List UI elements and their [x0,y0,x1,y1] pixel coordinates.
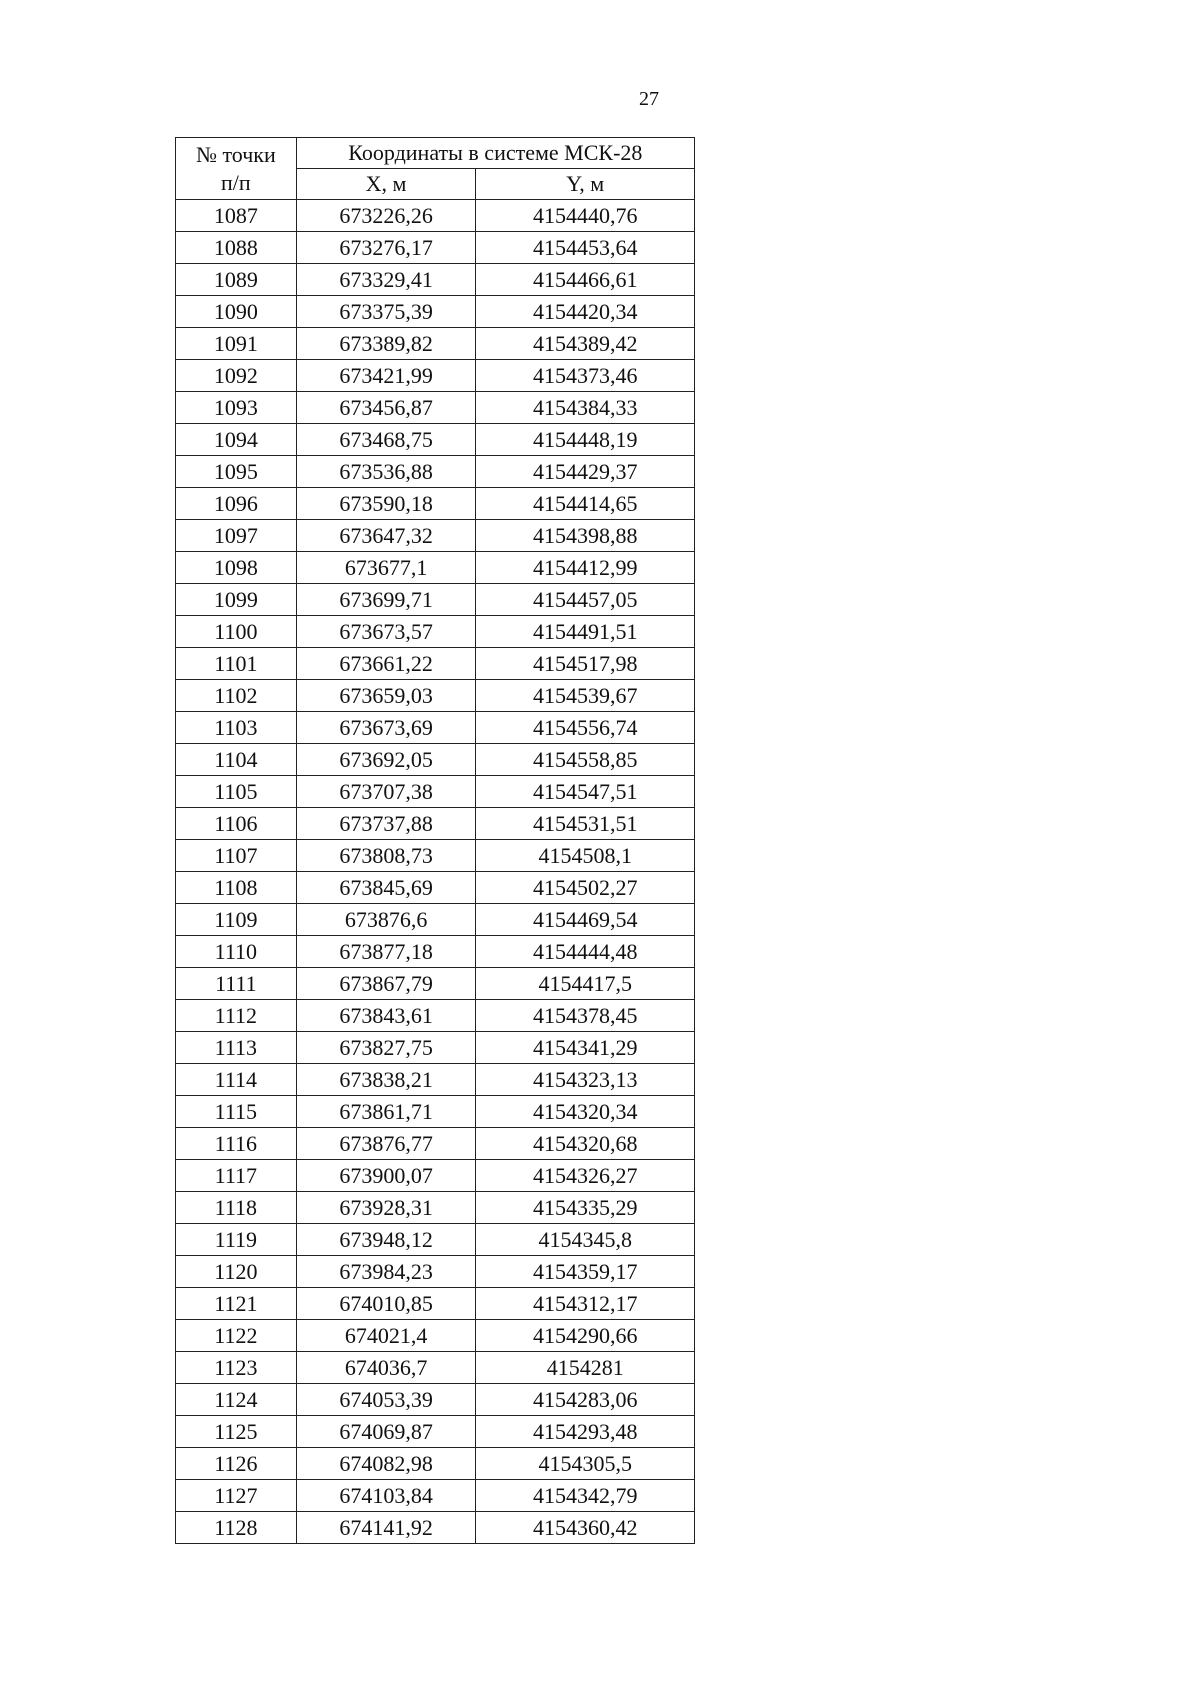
y-coordinate-cell: 4154429,37 [476,456,695,488]
y-coordinate-cell: 4154414,65 [476,488,695,520]
point-number-cell: 1120 [176,1256,297,1288]
table-body [176,200,695,1544]
point-number-cell: 1121 [176,1288,297,1320]
y-coordinate-cell: 4154444,48 [476,936,695,968]
point-number-cell: 1093 [176,392,297,424]
point-number-cell: 1126 [176,1448,297,1480]
x-coordinate-cell: 673984,23 [296,1256,476,1288]
point-number-cell: 1105 [176,776,297,808]
table-row [176,392,695,424]
x-coordinate-cell: 673673,69 [296,712,476,744]
x-coordinate-cell: 674141,92 [296,1512,476,1544]
y-coordinate-cell: 4154293,48 [476,1416,695,1448]
point-number-cell: 1117 [176,1160,297,1192]
x-header: X, м [296,169,476,200]
table-row [176,1160,695,1192]
point-number-cell: 1118 [176,1192,297,1224]
y-coordinate-cell: 4154359,17 [476,1256,695,1288]
y-coordinate-cell: 4154323,13 [476,1064,695,1096]
x-coordinate-cell: 673276,17 [296,232,476,264]
table-row [176,552,695,584]
y-coordinate-cell: 4154335,29 [476,1192,695,1224]
point-number-cell: 1122 [176,1320,297,1352]
point-number-cell: 1104 [176,744,297,776]
y-coordinate-cell: 4154283,06 [476,1384,695,1416]
y-coordinate-cell: 4154398,88 [476,520,695,552]
y-coordinate-cell: 4154547,51 [476,776,695,808]
x-coordinate-cell: 673948,12 [296,1224,476,1256]
y-coordinate-cell: 4154420,34 [476,296,695,328]
x-coordinate-cell: 674036,7 [296,1352,476,1384]
y-coordinate-cell: 4154556,74 [476,712,695,744]
y-coordinate-cell: 4154517,98 [476,648,695,680]
y-coordinate-cell: 4154341,29 [476,1032,695,1064]
x-coordinate-cell: 673876,77 [296,1128,476,1160]
x-coordinate-cell: 673877,18 [296,936,476,968]
coords-group-header: Координаты в системе МСК-28 [296,138,694,169]
x-coordinate-cell: 673226,26 [296,200,476,232]
point-number-cell: 1102 [176,680,297,712]
point-number-cell: 1096 [176,488,297,520]
x-coordinate-cell: 673536,88 [296,456,476,488]
x-coordinate-cell: 673707,38 [296,776,476,808]
x-coordinate-cell: 673468,75 [296,424,476,456]
x-coordinate-cell: 673647,32 [296,520,476,552]
point-number-cell: 1128 [176,1512,297,1544]
table-row [176,1256,695,1288]
point-number-cell: 1095 [176,456,297,488]
y-coordinate-cell: 4154360,42 [476,1512,695,1544]
x-coordinate-cell: 673659,03 [296,680,476,712]
x-coordinate-cell: 673867,79 [296,968,476,1000]
point-number-cell: 1111 [176,968,297,1000]
table-row [176,520,695,552]
table-row [176,936,695,968]
table-row [176,456,695,488]
x-coordinate-cell: 674103,84 [296,1480,476,1512]
y-coordinate-cell: 4154290,66 [476,1320,695,1352]
table-row [176,1224,695,1256]
y-coordinate-cell: 4154384,33 [476,392,695,424]
x-coordinate-cell: 673421,99 [296,360,476,392]
point-number-cell: 1114 [176,1064,297,1096]
point-number-cell: 1109 [176,904,297,936]
x-coordinate-cell: 673456,87 [296,392,476,424]
x-coordinate-cell: 673928,31 [296,1192,476,1224]
y-coordinate-cell: 4154312,17 [476,1288,695,1320]
y-coordinate-cell: 4154281 [476,1352,695,1384]
x-coordinate-cell: 673845,69 [296,872,476,904]
x-coordinate-cell: 673808,73 [296,840,476,872]
table-row [176,680,695,712]
x-coordinate-cell: 673661,22 [296,648,476,680]
table-row [176,424,695,456]
x-coordinate-cell: 673590,18 [296,488,476,520]
y-coordinate-cell: 4154491,51 [476,616,695,648]
table-row [176,264,695,296]
table-row [176,1064,695,1096]
x-coordinate-cell: 674021,4 [296,1320,476,1352]
page-number: 27 [639,88,659,110]
y-coordinate-cell: 4154531,51 [476,808,695,840]
point-number-header [176,138,297,200]
point-number-cell: 1107 [176,840,297,872]
x-coordinate-cell: 674069,87 [296,1416,476,1448]
y-coordinate-cell: 4154320,68 [476,1128,695,1160]
y-coordinate-cell: 4154440,76 [476,200,695,232]
x-coordinate-cell: 673876,6 [296,904,476,936]
y-coordinate-cell: 4154469,54 [476,904,695,936]
point-number-cell: 1100 [176,616,297,648]
y-coordinate-cell: 4154417,5 [476,968,695,1000]
point-number-header-line1: № точки [195,141,276,167]
x-coordinate-cell: 674053,39 [296,1384,476,1416]
point-number-cell: 1099 [176,584,297,616]
y-coordinate-cell: 4154373,46 [476,360,695,392]
table-row [176,328,695,360]
point-number-cell: 1092 [176,360,297,392]
point-number-header-line2: п/п [221,169,251,195]
x-coordinate-cell: 674082,98 [296,1448,476,1480]
x-coordinate-cell: 673900,07 [296,1160,476,1192]
y-coordinate-cell: 4154378,45 [476,1000,695,1032]
point-number-cell: 1103 [176,712,297,744]
table-row [176,712,695,744]
x-coordinate-cell: 673329,41 [296,264,476,296]
x-coordinate-cell: 673827,75 [296,1032,476,1064]
table-row [176,360,695,392]
x-coordinate-cell: 673692,05 [296,744,476,776]
table-row [176,200,695,232]
y-coordinate-cell: 4154453,64 [476,232,695,264]
table-row [176,872,695,904]
y-coordinate-cell: 4154389,42 [476,328,695,360]
point-number-cell: 1098 [176,552,297,584]
table-row [176,1352,695,1384]
table-row [176,808,695,840]
y-coordinate-cell: 4154326,27 [476,1160,695,1192]
table-row [176,296,695,328]
x-coordinate-cell: 673861,71 [296,1096,476,1128]
table-row [176,1096,695,1128]
table-row [176,1416,695,1448]
y-coordinate-cell: 4154457,05 [476,584,695,616]
table-row [176,648,695,680]
point-number-cell: 1115 [176,1096,297,1128]
x-coordinate-cell: 673389,82 [296,328,476,360]
table-row [176,584,695,616]
table-row [176,968,695,1000]
point-number-cell: 1088 [176,232,297,264]
point-number-cell: 1097 [176,520,297,552]
table-row [176,1192,695,1224]
point-number-cell: 1125 [176,1416,297,1448]
table-row [176,776,695,808]
y-coordinate-cell: 4154448,19 [476,424,695,456]
y-coordinate-cell: 4154412,99 [476,552,695,584]
table-header [176,138,695,200]
point-number-cell: 1127 [176,1480,297,1512]
x-coordinate-cell: 673673,57 [296,616,476,648]
table-row [176,1000,695,1032]
x-coordinate-cell: 673838,21 [296,1064,476,1096]
y-coordinate-cell: 4154558,85 [476,744,695,776]
table-row [176,1288,695,1320]
x-coordinate-cell: 674010,85 [296,1288,476,1320]
table-row [176,1448,695,1480]
y-coordinate-cell: 4154539,67 [476,680,695,712]
point-number-cell: 1124 [176,1384,297,1416]
point-number-cell: 1087 [176,200,297,232]
point-number-cell: 1091 [176,328,297,360]
table-row [176,1320,695,1352]
point-number-cell: 1112 [176,1000,297,1032]
y-coordinate-cell: 4154342,79 [476,1480,695,1512]
table-row [176,488,695,520]
point-number-cell: 1106 [176,808,297,840]
table-row [176,616,695,648]
y-coordinate-cell: 4154320,34 [476,1096,695,1128]
y-coordinate-cell: 4154508,1 [476,840,695,872]
point-number-cell: 1090 [176,296,297,328]
coordinates-table [175,137,695,1544]
point-number-cell: 1108 [176,872,297,904]
point-number-cell: 1101 [176,648,297,680]
x-coordinate-cell: 673699,71 [296,584,476,616]
y-coordinate-cell: 4154502,27 [476,872,695,904]
y-coordinate-cell: 4154305,5 [476,1448,695,1480]
table-row [176,232,695,264]
table-row [176,1480,695,1512]
table-row [176,744,695,776]
x-coordinate-cell: 673677,1 [296,552,476,584]
x-coordinate-cell: 673375,39 [296,296,476,328]
table-row [176,904,695,936]
table-row [176,1032,695,1064]
x-coordinate-cell: 673843,61 [296,1000,476,1032]
point-number-cell: 1094 [176,424,297,456]
point-number-cell: 1113 [176,1032,297,1064]
point-number-cell: 1116 [176,1128,297,1160]
table-row [176,1512,695,1544]
point-number-cell: 1110 [176,936,297,968]
point-number-cell: 1119 [176,1224,297,1256]
y-coordinate-cell: 4154466,61 [476,264,695,296]
point-number-cell: 1123 [176,1352,297,1384]
x-coordinate-cell: 673737,88 [296,808,476,840]
point-number-cell: 1089 [176,264,297,296]
table-row [176,1384,695,1416]
table-row [176,840,695,872]
y-header: Y, м [476,169,695,200]
y-coordinate-cell: 4154345,8 [476,1224,695,1256]
table-row [176,1128,695,1160]
